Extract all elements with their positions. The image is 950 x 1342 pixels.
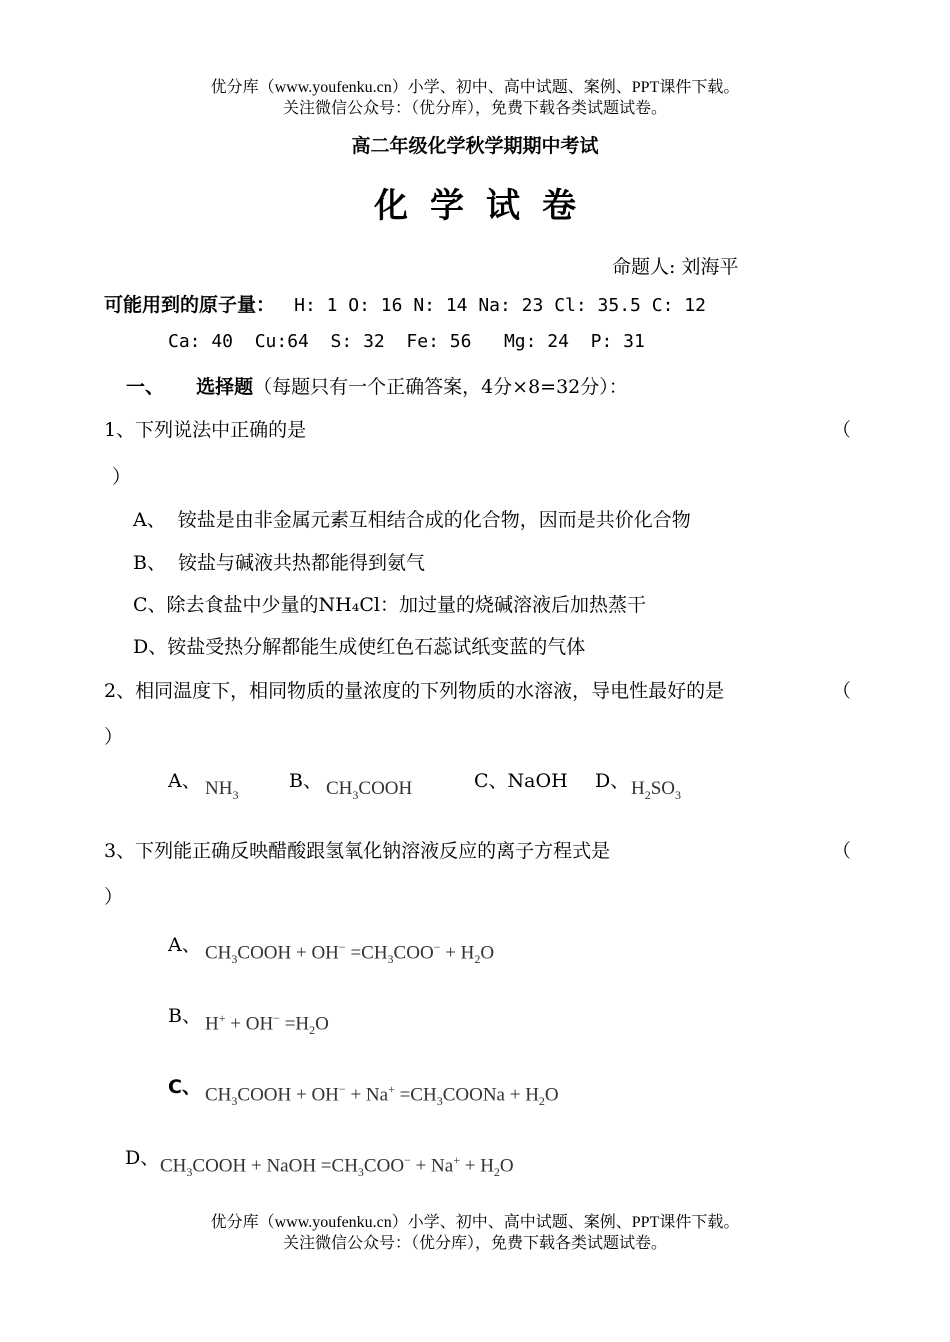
q2-stem: 2、相同温度下，相同物质的量浓度的下列物质的水溶液，导电性最好的是 [104,680,725,702]
atomic-row-1: H: 1 O: 16 N: 14 Na: 23 Cl: 35.5 C: 12 [294,295,706,316]
atomic-row-2: Ca: 40 Cu:64 S: 32 Fe: 56 Mg: 24 P: 31 [168,331,645,352]
q2-option-b-formula: $CH_3COOH$ [326,778,413,802]
q3-stem: 3、下列能正确反映醋酸跟氢氧化钠溶液反应的离子方程式是 [104,840,611,862]
q1-paren-close: ） [112,466,132,488]
q2-option-b-label: B、 [289,770,322,792]
section-1-number: 一、 [126,376,165,398]
q2-option-a-label: A、 [168,770,201,792]
q3-option-d-label: D、 [125,1147,160,1169]
atomic-masses [104,290,706,317]
q1-option-c: C、除去食盐中少量的NH₄Cl：加过量的烧碱溶液后加热蒸干 [133,594,646,616]
exam-title: 化学试卷 [374,186,598,226]
q2-paren-open: （ [832,680,852,702]
q1-option-a: A、 铵盐是由非金属元素互相结合成的化合物，因而是共价化合物 [133,509,691,531]
q1-option-b: B、 铵盐与碱液共热都能得到氨气 [133,552,426,574]
q3-option-c-label: C、 [168,1076,201,1098]
footer-line-1: 优分库（www.youfenku.cn）小学、初中、高中试题、案例、PPT课件下载。 [210,1214,740,1231]
atomic-label: 可能用到的原子量： [104,294,276,316]
q3-option-b-equation: $H^+ + OH^- =H_2O$ [205,1011,329,1038]
exam-subtitle: 高二年级化学秋学期期中考试 [351,135,599,157]
q3-paren-close: ） [104,886,124,908]
q3-option-d-equation: $CH_3COOH$ + NaOH $=CH_3COO^- + Na^+ + H_2O$ [160,1153,514,1180]
q2-paren-close: ） [104,726,124,748]
q3-option-c-equation: $CH_3COOH + OH^- + Na^+$ $=CH_3COONa + H_2O$ [205,1082,559,1109]
q1-stem: 1、下列说法中正确的是 [104,419,307,441]
q1-paren-open: （ [832,419,852,441]
header-line-1: 优分库（www.youfenku.cn）小学、初中、高中试题、案例、PPT课件下载。 [210,79,740,96]
section-1-title: 选择题 [196,376,254,398]
header-line-2: 关注微信公众号：（优分库），免费下载各类试题试卷。 [282,100,667,117]
q3-paren-open: （ [832,840,852,862]
q2-option-a-formula: $NH_3$ [205,778,239,802]
section-1-note: （每题只有一个正确答案，4分×8=32分）： [253,376,628,398]
q1-option-d: D、铵盐受热分解都能生成使红色石蕊试纸变蓝的气体 [133,636,586,658]
q2-option-d-label: D、 [595,770,630,792]
author: 命题人: 刘海平 [612,256,739,278]
section-1-heading [126,372,628,399]
q3-option-a-label: A、 [168,934,201,956]
footer-line-2: 关注微信公众号：（优分库），免费下载各类试题试卷。 [282,1235,667,1252]
q3-option-a-equation: $CH_3COOH + OH^- =CH_3COO^- + H_2O$ [205,940,495,967]
q3-option-b-label: B、 [168,1005,201,1027]
q2-option-d-formula: $H_2SO_3$ [631,778,682,802]
q2-option-c: C、NaOH [474,770,568,792]
